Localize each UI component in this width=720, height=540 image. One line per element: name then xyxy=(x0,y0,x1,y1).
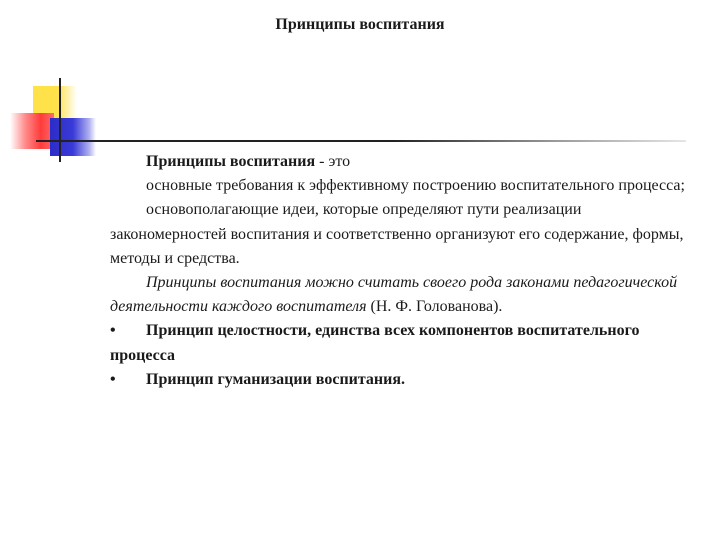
bullet-item xyxy=(110,319,695,367)
blue-square-decoration xyxy=(50,118,96,156)
quote-paragraph xyxy=(110,271,695,319)
definition-connector: - это xyxy=(315,153,351,170)
bullet-text: Принцип целостности, единства всех компонентов воспитательного процесса xyxy=(110,322,640,364)
quote-author: (Н. Ф. Голованова). xyxy=(366,298,503,316)
horizontal-rule xyxy=(36,140,686,142)
slide-body xyxy=(110,150,695,392)
quote-text: Принципы воспитания можно считать своего рода законами педагогической деятельности каждого воспитателя xyxy=(110,274,678,316)
vertical-rule xyxy=(59,78,61,162)
slide-title: Принципы воспитания xyxy=(275,16,445,33)
bullet-marker: • xyxy=(110,370,116,388)
bullet-item xyxy=(110,368,695,392)
definition-intro xyxy=(110,150,695,174)
definition-point-1: основные требования к эффективному построению воспитательного процесса; xyxy=(146,177,685,195)
red-square-decoration xyxy=(10,113,54,149)
bullet-marker: • xyxy=(110,322,116,340)
definition-point-2: основополагающие идеи, которые определяют пути реализации закономерностей воспитания и соответственно организуют его содержание, формы, методы и средства. xyxy=(110,201,684,267)
bullet-text: Принцип гуманизации воспитания. xyxy=(146,370,406,388)
defined-term: Принципы воспитания xyxy=(146,153,316,170)
